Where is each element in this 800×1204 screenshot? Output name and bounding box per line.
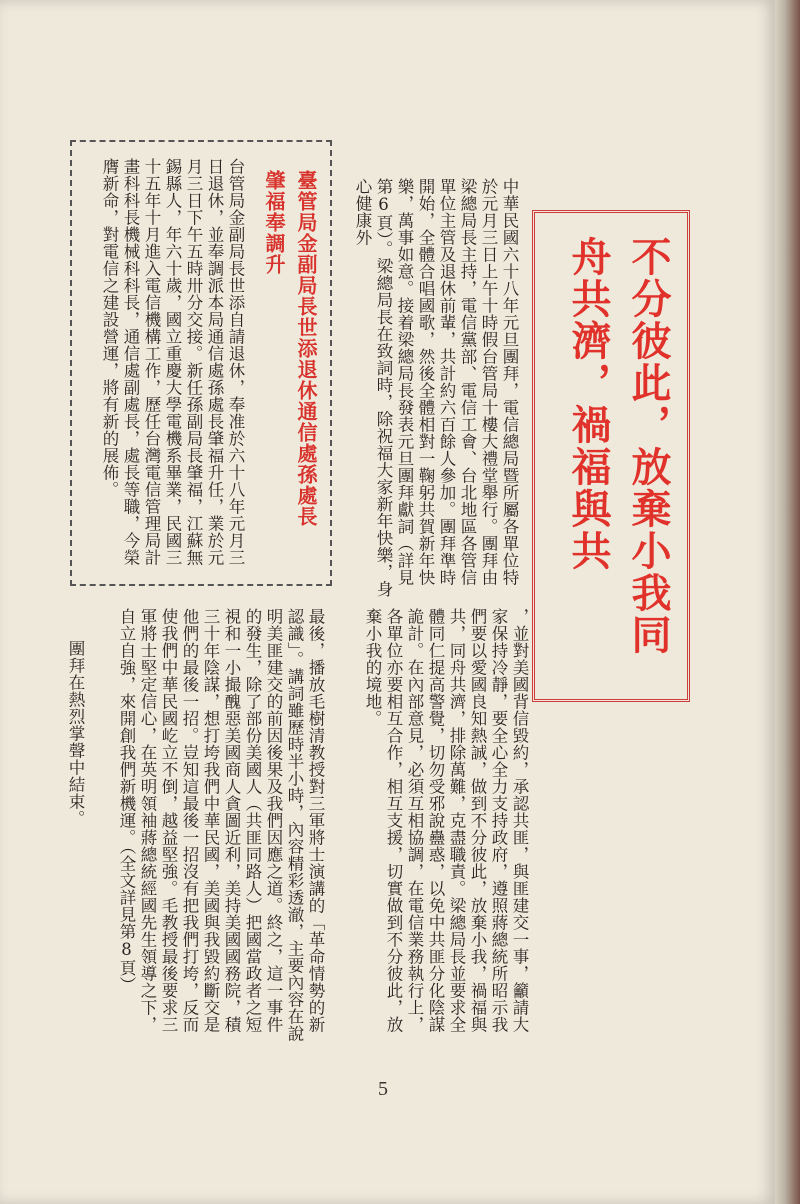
article-body-left: 最後，播放毛樹清教授對三軍將士演講的「革命情勢的新認識」。講詞雖歷時半小時，內容精彩透澈，主要內容在說明美匪建交的前因後果及我們因應之道。終之，這一事件的發生，除了部份美國人（共匪同路人）把國當政者之短視和一小撮醜惡美國商人貪圖近利，美持美國國務院，積三十年陰謀，想打垮我們中華民國，美國與我毀約斷交是他們的最後一招。豈知這最後一招沒有把我們打垮，反而使我們中華民國屹立不倒，越益堅強。毛教授最後要求三軍將士堅定信心，在英明領袖蔣總統經國先生領導之下，自立自強，來開創我們新機運。（全文詳見第8頁）: [117, 608, 325, 1042]
article-body-right: ，並對美國背信毀約，承認共匪，與匪建交一事，籲請大家保持冷靜，要全心全力支持政府，遵照蔣總統所昭示我們要以愛國良知熱誠，做到不分彼此，放棄小我，禍福與共，同舟共濟，排除萬難，克盡職責。梁總局長並要求全體同仁提高警覺，切勿受邪說蠱惑，以免中共匪分化陰謀詭計。在內部意見，必須互相協調，在電信業務執行上，各單位亦要相互合作，相互支援，切實做到不分彼此，放棄小我的境地。: [363, 608, 529, 1033]
page-edge: [775, 0, 800, 1204]
headline: 不分彼此，放棄小我同舟共濟，禍福與共: [565, 236, 671, 656]
notice-title: 臺管局金副局長世添退休通信處孫處長肇福奉調升: [262, 170, 318, 527]
show-through-text: [690, 150, 760, 1050]
article-closing: 團拜在熱烈掌聲中結束。: [66, 640, 85, 827]
notice-body: 台管局金副局長世添自請退休，奉准於六十八年元月三日退休，並奉調派本局通信處孫處長肇福升任，業於元月三日下午五時卅分交接。新任孫副局長肇福，江蘇無錫縣人，年六十歲，國立重慶大學電機系畢業，民國三十五年十月進入電信機構工作，歷任台灣電信管理局計畫科科長機械科科長，通信處副處長，處長等職，今榮膺新命，對電信之建設營運，將有新的展佈。: [100, 158, 245, 566]
article-intro: 中華民國六十八年元旦團拜，電信總局暨所屬各單位特於元月三日上午十時假台管局十樓大禮堂舉行。團拜由梁總局長主持，電信黨部、電信工會、台北地區各管信單位主管及退休前輩，共計約六百餘人參加。團拜準時開始，全體合唱國歌，然後全體相對一鞠躬共賀新年快樂，萬事如意。接着梁總局長發表元旦團拜獻詞（詳見第6頁）。梁總局長在致詞時，除祝福大家新年快樂，身心健康外: [353, 178, 519, 598]
page-number: 5: [378, 1078, 388, 1100]
